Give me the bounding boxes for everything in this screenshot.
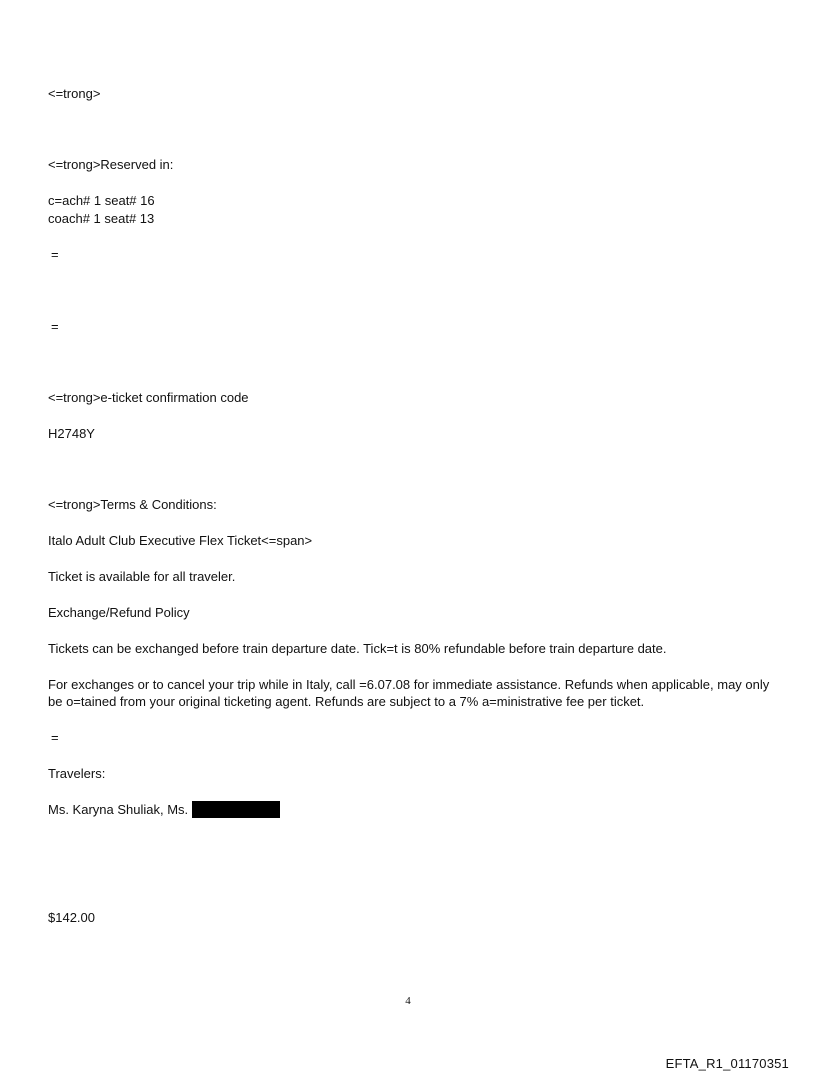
availability-text: Ticket is available for all traveler. [48, 569, 236, 584]
price: $142.00 [48, 910, 95, 925]
travelers-label: Travelers: [48, 766, 106, 781]
page-number: 4 [405, 995, 411, 1007]
equals-line-2: = [51, 319, 59, 334]
policy-text: Tickets can be exchanged before train departure date. Tick=t is 80% refundable before train departure date. [48, 641, 667, 656]
terms-label: <=trong>Terms & Conditions: [48, 497, 217, 512]
document-id: EFTA_R1_01170351 [665, 1056, 789, 1071]
reserved-in-label: <=trong>Reserved in: [48, 157, 174, 172]
redaction-box [192, 801, 280, 818]
travelers-names: Ms. Karyna Shuliak, Ms. [48, 802, 189, 817]
confirmation-code: H2748Y [48, 426, 95, 441]
assistance-text: For exchanges or to cancel your trip while in Italy, call =6.07.08 for immediate assistance. Refunds when applicable, may only be o=tained from your original ticketing agent. Refunds are subject to a 7% a=ministrative fee per ticket. [48, 677, 770, 709]
eticket-label: <=trong>e-ticket confirmation code [48, 390, 249, 405]
equals-line-1: = [51, 247, 59, 262]
policy-heading: Exchange/Refund Policy [48, 605, 190, 620]
ticket-type: Italo Adult Club Executive Flex Ticket<=span> [48, 533, 313, 548]
seat-line-1: c=ach# 1 seat# 16 [48, 193, 155, 208]
seat-line-2: coach# 1 seat# 13 [48, 211, 155, 226]
travelers-row [48, 801, 280, 818]
strong-tag-line: <=trong> [48, 86, 101, 101]
equals-line-3: = [51, 730, 59, 745]
